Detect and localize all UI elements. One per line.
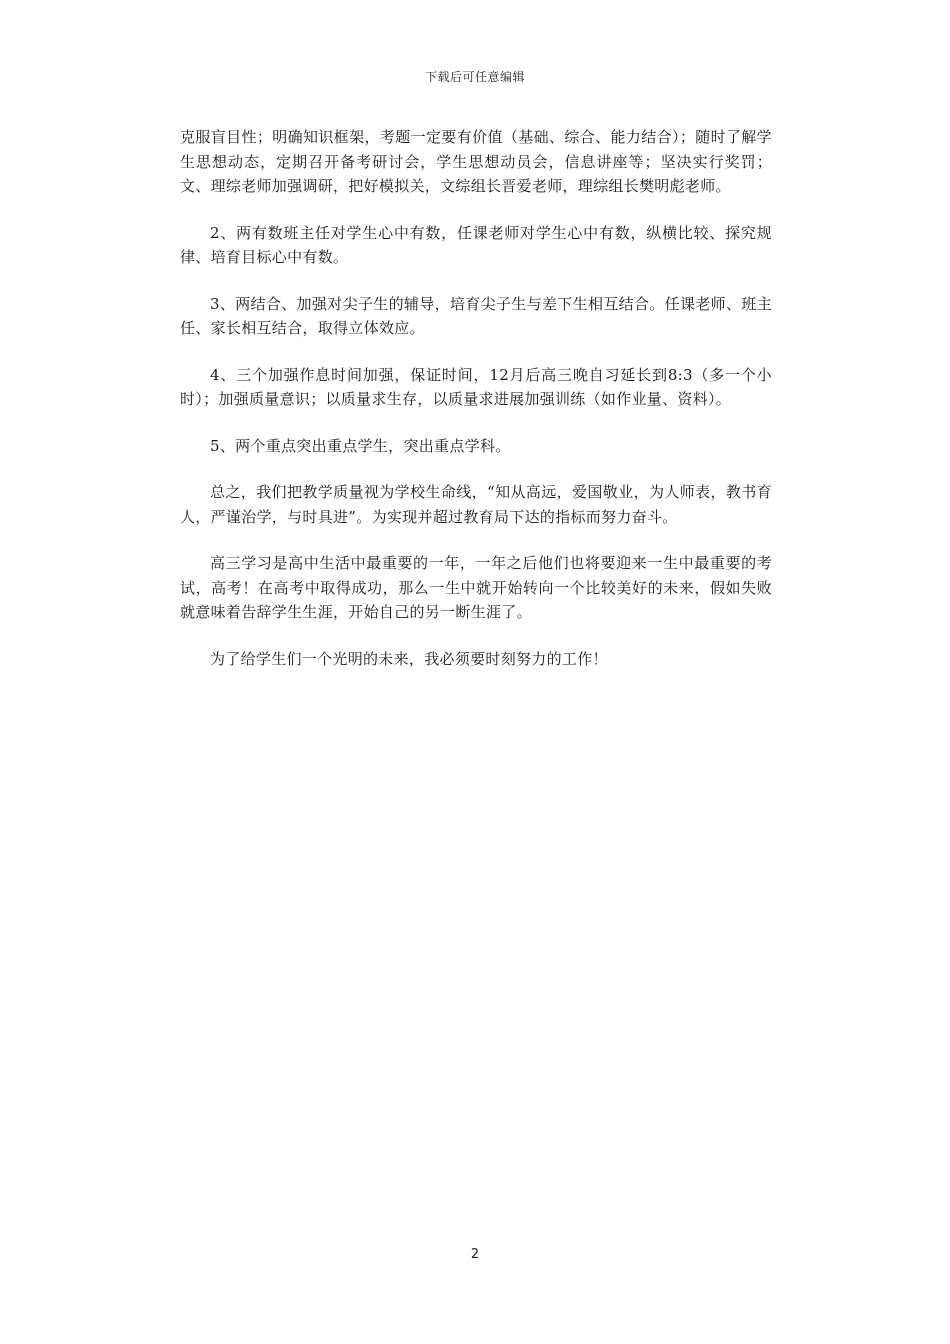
paragraph-2: 2、两有数班主任对学生心中有数，任课老师对学生心中有数，纵横比较、探究规律、培育目标心中有数。 xyxy=(180,223,772,266)
paragraph-4: 4、三个加强作息时间加强，保证时间，12月后高三晚自习延长到8:3（多一个小时）；加强质量意识；以质量求生存，以质量求进展加强训练（如作业量、资料）。 xyxy=(180,365,772,408)
paragraph-5: 5、两个重点突出重点学生，突出重点学科。 xyxy=(210,436,511,455)
paragraph-8: 为了给学生们一个光明的未来，我必须要时刻努力的工作！ xyxy=(210,649,608,668)
paragraph-7: 高三学习是高中生活中最重要的一年，一年之后他们也将要迎来一生中最重要的考试，高考！在高考中取得成功，那么一生中就开始转向一个比较美好的未来，假如失败就意味着告辞学生生涯，开始自己的另一断生涯了。 xyxy=(180,554,772,621)
document-body xyxy=(180,125,772,693)
page-header: 下载后可任意编辑 xyxy=(424,70,525,84)
page-number: 2 xyxy=(470,1247,480,1262)
paragraph-1: 克服盲目性；明确知识框架，考题一定要有价值（基础、综合、能力结合）；随时了解学生思想动态，定期召开备考研讨会，学生思想动员会，信息讲座等；坚决实行奖罚；文、理综老师加强调研，把好模拟关，文综组长晋爱老师，理综组长樊明彪老师。 xyxy=(180,128,772,195)
paragraph-3: 3、两结合、加强对尖子生的辅导，培育尖子生与差下生相互结合。任课老师、班主任、家长相互结合，取得立体效应。 xyxy=(180,294,772,337)
paragraph-6: 总之，我们把教学质量视为学校生命线，“知从高远，爱国敬业，为人师表，教书育人，严谨治学，与时具进”。为实现并超过教育局下达的指标而努力奋斗。 xyxy=(180,483,772,526)
